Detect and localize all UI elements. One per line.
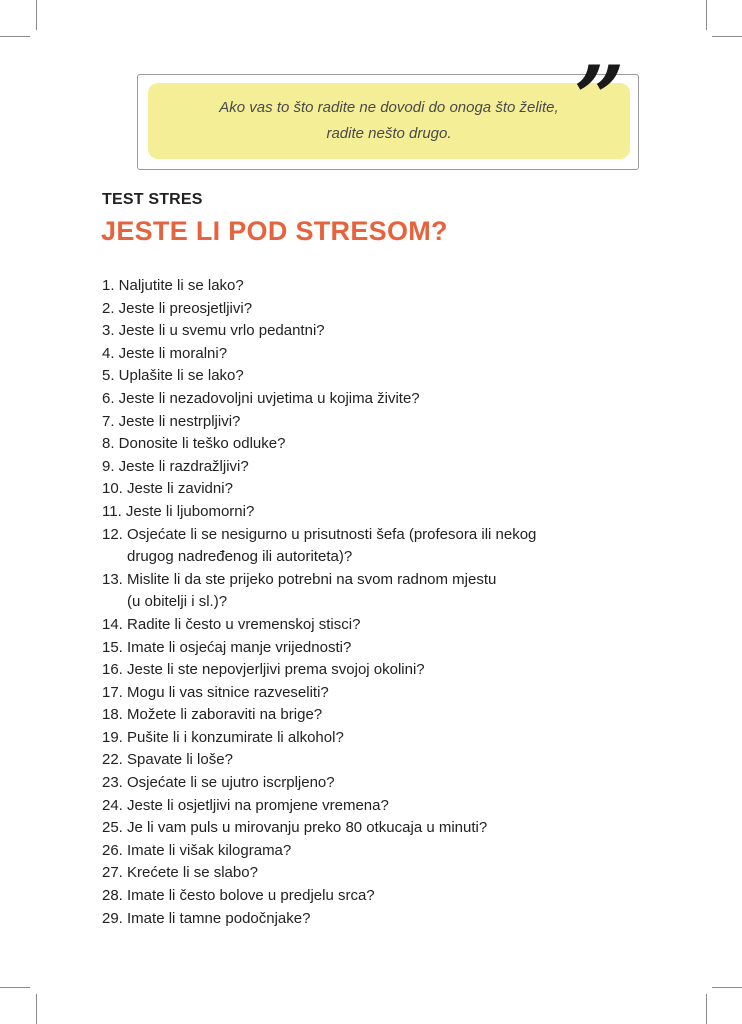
list-item: 12. Osjećate li se nesigurno u prisutnosti šefa (profesora ili nekog [102,525,537,543]
crop-mark [0,987,30,988]
list-item: 15. Imate li osjećaj manje vrijednosti? [102,638,352,656]
list-item: 26. Imate li višak kilograma? [102,841,292,859]
list-item: 10. Jeste li zavidni? [102,480,233,498]
list-item: 5. Uplašite li se lako? [102,367,244,385]
page-title: JESTE LI POD STRESOM? [101,216,448,246]
list-item: 19. Pušite li i konzumirate li alkohol? [102,728,344,746]
list-item: 14. Radite li često u vremenskoj stisci? [102,615,361,633]
question-list [102,275,662,930]
quote-mark-icon: ” [574,46,625,150]
quote-line-2: radite nešto drugo. [326,125,452,142]
crop-mark [706,0,707,30]
list-item: 24. Jeste li osjetljivi na promjene vremena? [102,796,389,814]
crop-mark [706,994,707,1024]
list-item: 8. Donosite li teško odluke? [102,435,286,453]
list-item: 28. Imate li često bolove u predjelu srca? [102,887,375,905]
list-item: 3. Jeste li u svemu vrlo pedantni? [102,322,325,340]
section-kicker: TEST STRES [102,191,203,208]
list-item: 16. Jeste li ste nepovjerljivi prema svojoj okolini? [102,661,425,679]
crop-mark [0,36,30,37]
list-item: 23. Osjećate li se ujutro iscrpljeno? [102,774,335,792]
list-item: 22. Spavate li loše? [102,751,233,769]
list-item: 13. Mislite li da ste prijeko potrebni na svom radnom mjestu [102,570,497,588]
list-item: 4. Jeste li moralni? [102,344,228,362]
list-item: 9. Jeste li razdražljivi? [102,457,249,475]
list-item: 27. Krećete li se slabo? [102,864,258,882]
crop-mark [712,36,742,37]
list-item: drugog nadređenog ili autoriteta)? [102,548,353,566]
crop-mark [36,0,37,30]
list-item: 7. Jeste li nestrpljivi? [102,412,241,430]
quote-line-1: Ako vas to što radite ne dovodi do onoga što želite, [219,99,559,116]
list-item: 17. Mogu li vas sitnice razveseliti? [102,683,329,701]
list-item: 1. Naljutite li se lako? [102,277,244,294]
list-item: (u obitelji i sl.)? [102,593,228,611]
list-item: 11. Jeste li ljubomorni? [102,502,255,520]
quote-box [148,83,630,159]
list-item: 25. Je li vam puls u mirovanju preko 80 otkucaja u minuti? [102,819,488,837]
list-item: 29. Imate li tamne podočnjake? [102,909,311,927]
list-item: 18. Možete li zaboraviti na brige? [102,706,323,724]
list-item: 6. Jeste li nezadovoljni uvjetima u kojima živite? [102,389,420,407]
list-item: 2. Jeste li preosjetljivi? [102,299,253,317]
crop-mark [712,987,742,988]
crop-mark [36,994,37,1024]
